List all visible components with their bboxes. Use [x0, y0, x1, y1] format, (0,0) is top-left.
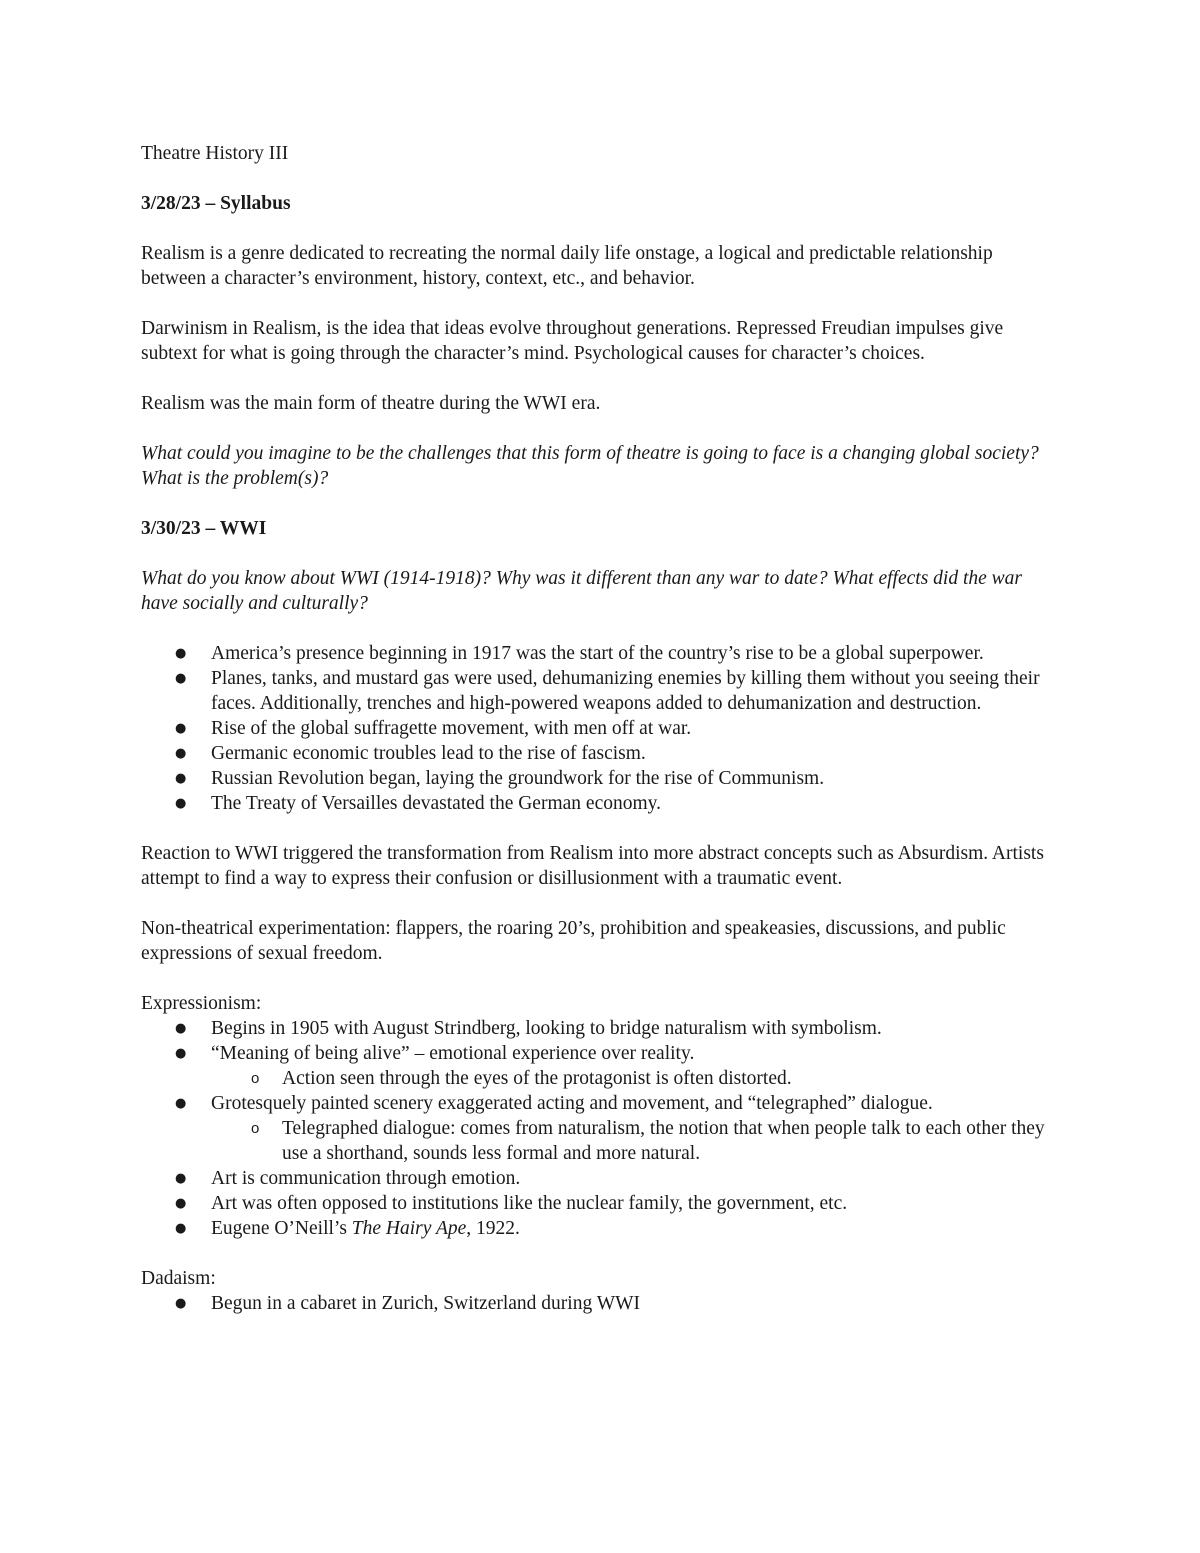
- realism-era-paragraph: Realism was the main form of theatre during the WWI era.: [141, 393, 601, 414]
- list-item-text: Begun in a cabaret in Zurich, Switzerland during WWI: [211, 1293, 641, 1314]
- list-item: [141, 1041, 1061, 1091]
- sub-list-item-text: Action seen through the eyes of the protagonist is often distorted.: [282, 1068, 792, 1089]
- list-item: [141, 716, 1061, 741]
- list-item-text: “Meaning of being alive” – emotional experience over reality.: [211, 1043, 695, 1064]
- list-item-text: Planes, tanks, and mustard gas were used, dehumanizing enemies by killing them without you seeing their faces. Additionally, trenches and high-powered weapons added to dehumanization and destruction.: [211, 668, 1040, 714]
- dadaism-label: Dadaism:: [141, 1268, 216, 1289]
- expressionism-label: Expressionism:: [141, 993, 262, 1014]
- hairy-ape-title: The Hairy Ape: [351, 1218, 467, 1239]
- expressionism-bullet-list: [141, 1016, 1061, 1241]
- syllabus-question: What could you imagine to be the challenges that this form of theatre is going to face is a changing global society? What is the problem(s)?: [141, 443, 1039, 489]
- list-item: [141, 1016, 1061, 1041]
- wwi-question: What do you know about WWI (1914-1918)? Why was it different than any war to date? What effects did the war have socially and culturally?: [141, 568, 1022, 614]
- non-theatrical-paragraph: Non-theatrical experimentation: flappers, the roaring 20’s, prohibition and speakeasies, discussions, and public expressions of sexual freedom.: [141, 918, 1006, 964]
- sub-list: [211, 1116, 1061, 1166]
- list-item: [141, 1216, 1061, 1241]
- bullet-icon: ●: [175, 796, 187, 811]
- bullet-icon: ●: [175, 1096, 187, 1111]
- document-page: [141, 141, 1061, 1341]
- list-item-text: [211, 1218, 520, 1239]
- list-item-text: Germanic economic troubles lead to the rise of fascism.: [211, 743, 646, 764]
- list-item: [141, 1191, 1061, 1216]
- bullet-icon: ●: [175, 1296, 187, 1311]
- wwi-bullet-list: [141, 641, 1061, 816]
- list-item: [141, 641, 1061, 666]
- list-item: [141, 1291, 1061, 1316]
- list-item: [141, 1091, 1061, 1166]
- list-item-text: Begins in 1905 with August Strindberg, looking to bridge naturalism with symbolism.: [211, 1018, 882, 1039]
- bullet-icon: ●: [175, 1196, 187, 1211]
- dadaism-bullet-list: [141, 1291, 1061, 1316]
- document-title: Theatre History III: [141, 143, 289, 164]
- wwi-reaction-paragraph: Reaction to WWI triggered the transformation from Realism into more abstract concepts such as Absurdism. Artists attempt to find a way to express their confusion or disillusionment with a traumatic event.: [141, 843, 1044, 889]
- realism-definition-paragraph: Realism is a genre dedicated to recreating the normal daily life onstage, a logical and predictable relationship between a character’s environment, history, context, etc., and behavior.: [141, 243, 993, 289]
- syllabus-heading: 3/28/23 – Syllabus: [141, 193, 291, 214]
- sub-list: [211, 1066, 1061, 1091]
- bullet-icon: ●: [175, 646, 187, 661]
- list-item-text: Art is communication through emotion.: [211, 1168, 521, 1189]
- list-item: [141, 791, 1061, 816]
- list-item-text: America’s presence beginning in 1917 was the start of the country’s rise to be a global superpower.: [211, 643, 984, 664]
- list-item-text: The Treaty of Versailles devastated the German economy.: [211, 793, 661, 814]
- list-item-text: Russian Revolution began, laying the groundwork for the rise of Communism.: [211, 768, 825, 789]
- bullet-icon: ●: [175, 1046, 187, 1061]
- bullet-icon: ●: [175, 1021, 187, 1036]
- oneill-prefix: Eugene O’Neill’s: [211, 1218, 352, 1239]
- bullet-icon: ●: [175, 771, 187, 786]
- oneill-suffix: , 1922.: [466, 1218, 520, 1239]
- list-item-text: Art was often opposed to institutions like the nuclear family, the government, etc.: [211, 1193, 848, 1214]
- list-item: [141, 1166, 1061, 1191]
- sub-bullet-icon: o: [251, 1070, 260, 1087]
- bullet-icon: ●: [175, 721, 187, 736]
- sub-list-item: [211, 1066, 1061, 1091]
- list-item: [141, 741, 1061, 766]
- sub-list-item-text: Telegraphed dialogue: comes from naturalism, the notion that when people talk to each other they use a shorthand, sounds less formal and more natural.: [282, 1118, 1045, 1164]
- list-item-text: Rise of the global suffragette movement, with men off at war.: [211, 718, 692, 739]
- wwi-heading: 3/30/23 – WWI: [141, 518, 267, 539]
- bullet-icon: ●: [175, 671, 187, 686]
- list-item-text: Grotesquely painted scenery exaggerated acting and movement, and “telegraphed” dialogue.: [211, 1093, 933, 1114]
- sub-bullet-icon: o: [251, 1120, 260, 1137]
- list-item: [141, 666, 1061, 716]
- bullet-icon: ●: [175, 1221, 187, 1236]
- bullet-icon: ●: [175, 1171, 187, 1186]
- sub-list-item: [211, 1116, 1061, 1166]
- bullet-icon: ●: [175, 746, 187, 761]
- list-item: [141, 766, 1061, 791]
- darwinism-paragraph: Darwinism in Realism, is the idea that ideas evolve throughout generations. Repressed Freudian impulses give subtext for what is going through the character’s mind. Psychological causes for character’s choices.: [141, 318, 1004, 364]
